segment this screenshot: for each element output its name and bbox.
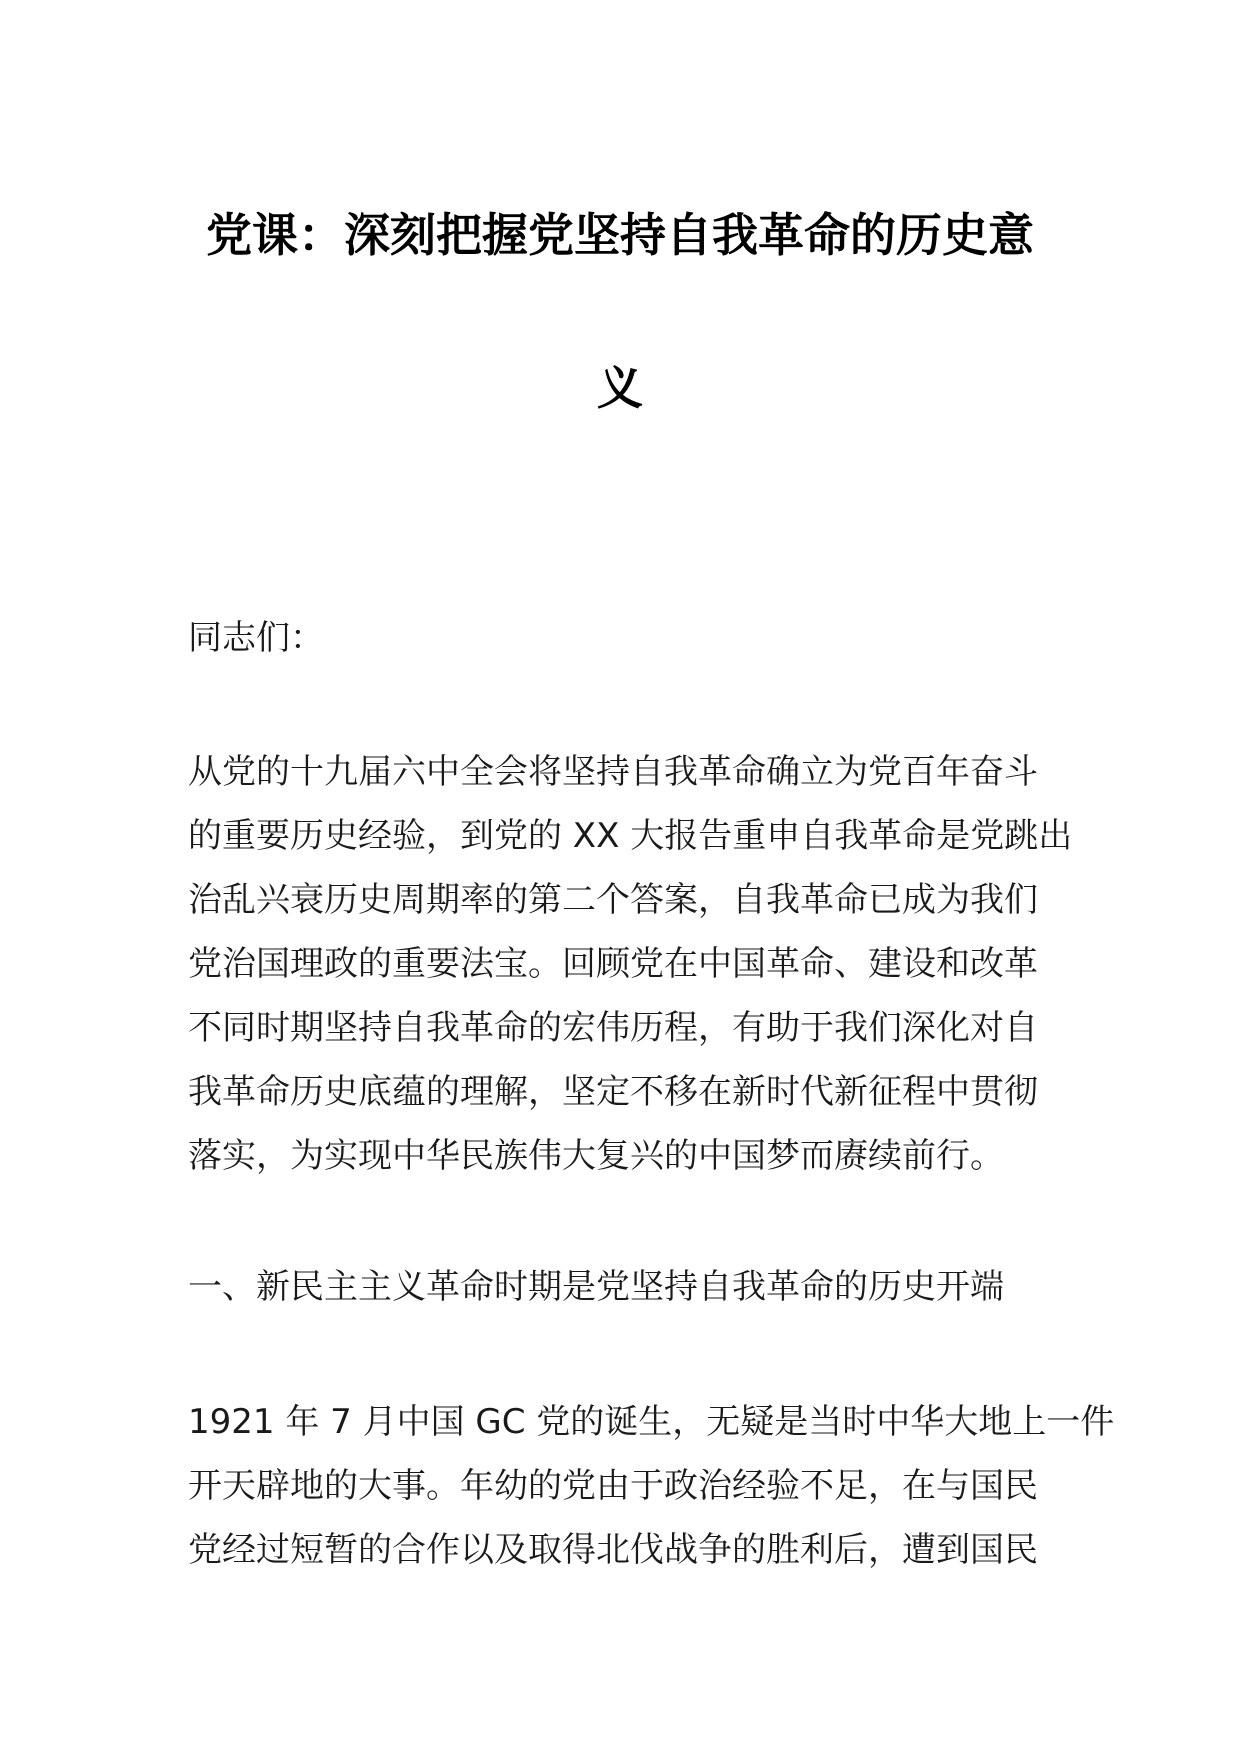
- paragraph-line: 落实，为实现中华民族伟大复兴的中国梦而赓续前行。: [188, 1136, 1004, 1176]
- paragraph-line: 不同时期坚持自我革命的宏伟历程，有助于我们深化对自: [188, 1008, 1038, 1048]
- paragraph-line: 从党的十九届六中全会将坚持自我革命确立为党百年奋斗: [188, 752, 1038, 792]
- paragraph-line: 党治国理政的重要法宝。回顾党在中国革命、建设和改革: [188, 944, 1038, 984]
- paragraph-line: 党经过短暂的合作以及取得北伐战争的胜利后，遭到国民: [188, 1530, 1038, 1570]
- section-heading-text: 一、新民主主义革命时期是党坚持自我革命的历史开端: [188, 1267, 1004, 1307]
- section-heading-1: [188, 1255, 1058, 1319]
- paragraph-line: 1921 年 7 月中国 GC 党的诞生，无疑是当时中华大地上一件: [188, 1402, 1115, 1442]
- paragraph-line: 的重要历史经验，到党的 XX 大报告重申自我革命是党跳出: [188, 816, 1073, 856]
- document-title-line-1: 党课：深刻把握党坚持自我革命的历史意: [206, 208, 1034, 262]
- salutation-text: 同志们：: [188, 618, 324, 658]
- paragraph-line: 开天辟地的大事。年幼的党由于政治经验不足，在与国民: [188, 1466, 1038, 1506]
- paragraph-1: [188, 740, 1073, 1188]
- paragraph-2: [188, 1390, 1115, 1582]
- paragraph-line: 治乱兴衰历史周期率的第二个答案，自我革命已成为我们: [188, 880, 1038, 920]
- salutation: [188, 606, 1058, 670]
- paragraph-line: 我革命历史底蕴的理解，坚定不移在新时代新征程中贯彻: [188, 1072, 1038, 1112]
- document-title-line-2: 义: [597, 361, 643, 415]
